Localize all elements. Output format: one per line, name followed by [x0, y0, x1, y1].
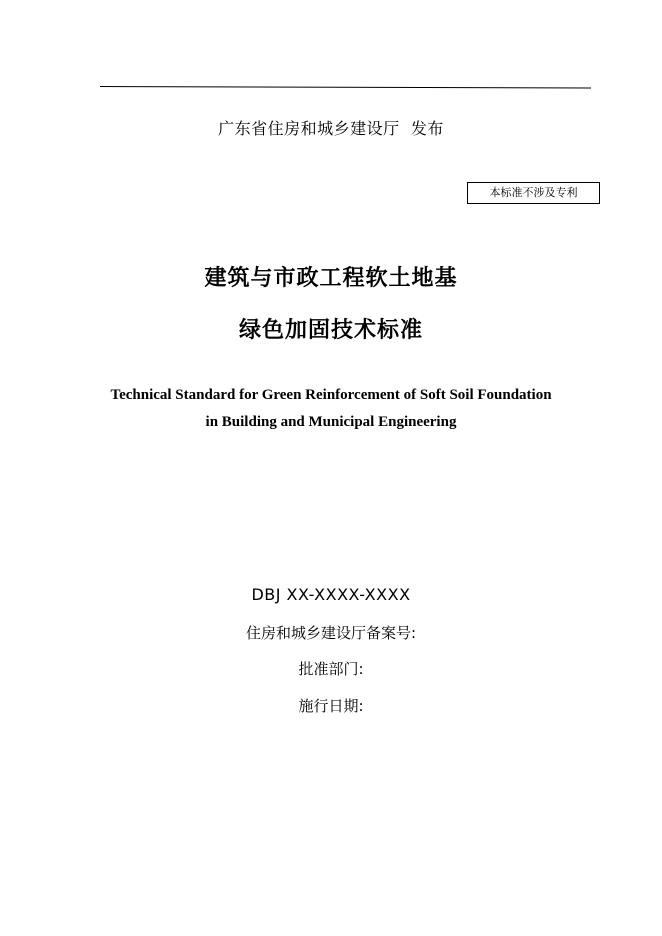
issuer-line: 广东省住房和城乡建设厅 发布: [218, 119, 444, 138]
title-en-line2: in Building and Municipal Engineering: [205, 414, 457, 430]
title-en-line1: Technical Standard for Green Reinforcement of Soft Soil Foundation: [110, 387, 552, 403]
record-number-label: 住房和城乡建设厅备案号:: [245, 624, 417, 642]
title-cn-line1: 建筑与市政工程软土地基: [204, 266, 458, 291]
top-rule-divider: [100, 86, 591, 89]
title-cn-line2: 绿色加固技术标准: [238, 318, 423, 343]
standard-code: DBJ XX-XXXX-XXXX: [251, 585, 411, 604]
effective-date-label: 施行日期:: [298, 697, 364, 715]
approval-department-label: 批准部门:: [298, 660, 364, 678]
patent-notice-box: 本标准不涉及专利: [467, 182, 600, 204]
